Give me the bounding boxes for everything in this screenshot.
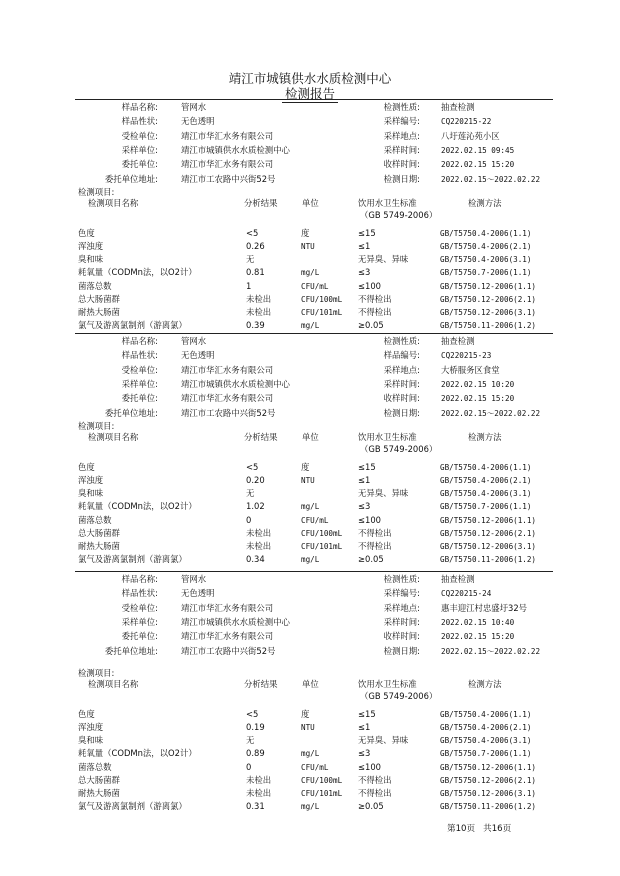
table-cell-standard: ≤100	[358, 280, 382, 291]
table-cell-result: 未检出	[246, 307, 272, 317]
table-cell-standard: 不得检出	[358, 293, 392, 304]
table-cell-unit: CFU/mL	[301, 281, 329, 291]
col-header-method: 检测方法	[468, 431, 502, 442]
field-value-test-nature: 抽查检测	[441, 102, 475, 112]
table-cell-method: GB/T5750.11-2006(1.2)	[440, 321, 537, 331]
table-cell-standard: ≤1	[358, 241, 371, 251]
table-cell-result: 0.34	[246, 554, 265, 565]
table-cell-unit: CFU/100mL	[301, 294, 343, 304]
field-value-sampling-site: 惠丰迎江村忠盛圩32号	[441, 602, 528, 613]
test-items-label: 检测项目:	[78, 186, 115, 197]
field-value-client: 靖江市华汇水务有限公司	[181, 364, 274, 375]
table-cell-unit: mg/L	[301, 555, 320, 565]
col-header-standard: 饮用水卫生标准	[358, 678, 417, 689]
field-label: 采样时间:	[383, 378, 420, 389]
field-label: 检测日期:	[383, 173, 420, 184]
table-cell-result: 未检出	[246, 293, 272, 304]
table-cell-standard: ≤3	[358, 748, 371, 759]
field-value-sampling-time: 2022.02.15 10:40	[441, 617, 515, 627]
table-cell-result: 未检出	[246, 527, 272, 538]
field-value-client: 靖江市华汇水务有限公司	[181, 602, 274, 613]
table-cell-item: 氯气及游离氯制剂（游离氯）	[78, 554, 187, 565]
field-value-test-date: 2022.02.15～2022.02.22	[441, 174, 541, 184]
field-value-commission-unit: 靖江市华汇水务有限公司	[181, 631, 274, 642]
field-value-commission-address: 靖江市工农路中兴街52号	[181, 407, 276, 418]
field-label: 委托单位:	[121, 159, 158, 170]
section-divider	[75, 571, 553, 572]
table-cell-method: GB/T5750.4-2006(2.1)	[440, 242, 532, 251]
field-label: 采样编号:	[383, 588, 420, 599]
field-label: 采样单位:	[121, 144, 158, 155]
table-cell-standard: ≤15	[358, 708, 376, 719]
field-label: 采样时间:	[383, 144, 420, 155]
table-cell-item: 总大肠菌群	[78, 527, 120, 538]
table-cell-result: 1	[246, 280, 252, 291]
field-value-client: 靖江市华汇水务有限公司	[181, 130, 274, 141]
table-cell-item: 总大肠菌群	[78, 293, 120, 304]
table-cell-unit: NTU	[301, 476, 315, 485]
table-cell-unit: CFU/101mL	[301, 542, 343, 551]
field-label: 委托单位:	[121, 631, 158, 642]
table-cell-method: GB/T5750.12-2006(1.1)	[440, 762, 537, 772]
table-cell-item: 色度	[78, 708, 95, 719]
table-cell-method: GB/T5750.12-2006(1.1)	[440, 515, 537, 525]
table-cell-result: 0.89	[246, 748, 265, 759]
field-label: 采样时间:	[383, 616, 420, 627]
table-cell-method: GB/T5750.12-2006(2.1)	[440, 294, 537, 304]
table-cell-method: GB/T5750.4-2006(3.1)	[440, 489, 532, 499]
field-label: 受检单位:	[121, 364, 158, 375]
col-header-item: 检测项目名称	[88, 678, 139, 689]
table-cell-result: 未检出	[246, 541, 272, 551]
table-cell-item: 耗氧量（CODMn法，以O2计）	[78, 748, 197, 759]
field-label: 采样单位:	[121, 616, 158, 627]
table-cell-item: 臭和味	[78, 735, 104, 746]
table-cell-result: 0	[246, 761, 252, 772]
table-cell-unit: mg/L	[301, 502, 320, 512]
table-cell-unit: CFU/100mL	[301, 775, 343, 785]
field-label: 收样时间:	[383, 393, 420, 404]
table-cell-unit: NTU	[301, 242, 315, 251]
table-cell-method: GB/T5750.4-2006(3.1)	[440, 736, 532, 746]
col-header-item: 检测项目名称	[88, 431, 139, 442]
field-value-sample-no: CQ220215-23	[441, 351, 492, 361]
field-label: 委托单位地址:	[104, 173, 158, 184]
table-cell-item: 耗氧量（CODMn法，以O2计）	[78, 501, 197, 512]
table-cell-item: 耗氧量（CODMn法，以O2计）	[78, 267, 197, 278]
table-cell-method: GB/T5750.7-2006(1.1)	[440, 502, 532, 512]
field-value-sampling-unit: 靖江市城镇供水水质检测中心	[181, 378, 290, 389]
table-cell-unit: CFU/101mL	[301, 789, 343, 798]
field-label: 检测日期:	[383, 645, 420, 656]
table-cell-item: 臭和味	[78, 254, 104, 265]
table-cell-item: 耐热大肠菌	[78, 541, 120, 551]
table-cell-standard: 不得检出	[358, 774, 392, 785]
field-label: 委托单位地址:	[104, 407, 158, 418]
table-cell-result: 0.26	[246, 241, 265, 251]
field-label: 受检单位:	[121, 130, 158, 141]
col-header-result: 分析结果	[244, 431, 278, 442]
field-label: 检测性质:	[383, 336, 420, 346]
report-subtitle	[0, 84, 620, 103]
field-value-sampling-time: 2022.02.15 09:45	[441, 145, 515, 155]
field-label: 采样地点:	[383, 602, 420, 613]
table-cell-item: 总大肠菌群	[78, 774, 120, 785]
field-label: 收样时间:	[383, 631, 420, 642]
col-header-unit: 单位	[302, 431, 319, 442]
field-value-sample-no: CQ220215-24	[441, 589, 492, 599]
table-cell-unit: CFU/mL	[301, 515, 329, 525]
table-cell-method: GB/T5750.4-2006(1.1)	[440, 462, 532, 472]
table-cell-item: 氯气及游离氯制剂（游离氯）	[78, 320, 187, 331]
table-cell-result: 无	[246, 488, 255, 499]
table-cell-result: 0.39	[246, 320, 265, 331]
table-cell-method: GB/T5750.12-2006(2.1)	[440, 528, 537, 538]
table-cell-standard: ≤1	[358, 722, 371, 732]
field-value-sample-name: 管网水	[181, 102, 207, 112]
col-header-standard: 饮用水卫生标准	[358, 197, 417, 208]
table-cell-item: 菌落总数	[78, 761, 112, 772]
table-cell-result: 未检出	[246, 774, 272, 785]
table-cell-method: GB/T5750.4-2006(2.1)	[440, 723, 532, 732]
col-header-result: 分析结果	[244, 197, 278, 208]
table-cell-item: 色度	[78, 227, 95, 238]
field-label: 样品性状:	[121, 350, 158, 361]
table-cell-method: GB/T5750.12-2006(2.1)	[440, 775, 537, 785]
table-cell-standard: 无异臭、异味	[358, 735, 409, 746]
table-cell-result: 0.31	[246, 801, 265, 812]
table-cell-item: 色度	[78, 461, 95, 472]
field-value-commission-unit: 靖江市华汇水务有限公司	[181, 159, 274, 170]
table-cell-method: GB/T5750.7-2006(1.1)	[440, 749, 532, 759]
field-value-sampling-site: 大桥服务区食堂	[441, 364, 500, 375]
field-value-commission-address: 靖江市工农路中兴街52号	[181, 645, 276, 656]
table-cell-result: 无	[246, 735, 255, 746]
table-cell-item: 耐热大肠菌	[78, 307, 120, 317]
table-cell-result: <5	[246, 227, 259, 238]
field-label: 受检单位:	[121, 602, 158, 613]
field-value-test-nature: 抽查检测	[441, 336, 475, 346]
report-subtitle-text: 检测报告	[282, 84, 338, 103]
field-value-sample-no: CQ220215-22	[441, 117, 492, 127]
field-label: 委托单位地址:	[104, 645, 158, 656]
field-label: 收样时间:	[383, 159, 420, 170]
table-cell-unit: CFU/101mL	[301, 308, 343, 317]
table-cell-result: <5	[246, 461, 259, 472]
table-cell-item: 菌落总数	[78, 280, 112, 291]
field-label: 样品名称:	[121, 336, 158, 346]
table-cell-standard: 不得检出	[358, 541, 392, 551]
table-cell-unit: NTU	[301, 723, 315, 732]
table-cell-standard: 无异臭、异味	[358, 254, 409, 265]
table-cell-standard: ≤100	[358, 761, 382, 772]
table-cell-method: GB/T5750.12-2006(3.1)	[440, 542, 537, 551]
table-cell-standard: 不得检出	[358, 307, 392, 317]
field-value-test-date: 2022.02.15～2022.02.22	[441, 408, 541, 418]
section-divider	[75, 99, 553, 100]
field-value-sample-trait: 无色透明	[181, 116, 215, 127]
table-cell-method: GB/T5750.11-2006(1.2)	[440, 802, 537, 812]
field-value-sample-trait: 无色透明	[181, 588, 215, 599]
field-value-sampling-site: 八圩莲沁苑小区	[441, 130, 500, 141]
page-footer	[447, 822, 519, 834]
table-cell-unit: 度	[301, 461, 310, 472]
table-cell-method: GB/T5750.4-2006(3.1)	[440, 255, 532, 265]
test-items-label: 检测项目:	[78, 667, 115, 678]
field-label: 采样单位:	[121, 378, 158, 389]
table-cell-standard: ≥0.05	[358, 320, 384, 331]
col-header-unit: 单位	[302, 678, 319, 689]
table-cell-method: GB/T5750.12-2006(1.1)	[440, 281, 537, 291]
table-cell-item: 浑浊度	[78, 475, 104, 485]
table-cell-item: 菌落总数	[78, 514, 112, 525]
col-header-standard-sub: （GB 5749-2006）	[360, 690, 438, 701]
col-header-result: 分析结果	[244, 678, 278, 689]
table-cell-item: 浑浊度	[78, 241, 104, 251]
test-items-label: 检测项目:	[78, 420, 115, 431]
table-cell-method: GB/T5750.7-2006(1.1)	[440, 268, 532, 278]
table-cell-unit: mg/L	[301, 749, 320, 759]
col-header-item: 检测项目名称	[88, 197, 139, 208]
field-label: 采样地点:	[383, 364, 420, 375]
table-cell-standard: 不得检出	[358, 527, 392, 538]
table-cell-standard: 无异臭、异味	[358, 488, 409, 499]
table-cell-result: 无	[246, 254, 255, 265]
field-value-sample-trait: 无色透明	[181, 350, 215, 361]
table-cell-item: 臭和味	[78, 488, 104, 499]
table-cell-result: 0	[246, 514, 252, 525]
table-cell-item: 氯气及游离氯制剂（游离氯）	[78, 801, 187, 812]
field-value-sampling-unit: 靖江市城镇供水水质检测中心	[181, 144, 290, 155]
field-value-sampling-time: 2022.02.15 10:20	[441, 379, 515, 389]
field-value-commission-unit: 靖江市华汇水务有限公司	[181, 393, 274, 404]
field-value-receive-time: 2022.02.15 15:20	[441, 394, 515, 404]
table-cell-method: GB/T5750.12-2006(3.1)	[440, 308, 537, 317]
field-label: 样品性状:	[121, 116, 158, 127]
field-value-test-nature: 抽查检测	[441, 574, 475, 584]
field-label: 样品编号:	[383, 350, 420, 361]
table-cell-result: 未检出	[246, 788, 272, 798]
table-cell-method: GB/T5750.11-2006(1.2)	[440, 555, 537, 565]
col-header-method: 检测方法	[468, 678, 502, 689]
field-value-sample-name: 管网水	[181, 336, 207, 346]
table-cell-method: GB/T5750.4-2006(1.1)	[440, 228, 532, 238]
table-cell-standard: ≥0.05	[358, 801, 384, 812]
report-title: 靖江市城镇供水水质检测中心	[228, 71, 392, 86]
table-cell-unit: 度	[301, 708, 310, 719]
page-number: 第10页	[447, 824, 476, 834]
field-value-receive-time: 2022.02.15 15:20	[441, 160, 515, 170]
table-cell-unit: mg/L	[301, 802, 320, 812]
table-cell-result: <5	[246, 708, 259, 719]
table-cell-method: GB/T5750.4-2006(1.1)	[440, 709, 532, 719]
table-cell-result: 1.02	[246, 501, 265, 512]
table-cell-standard: ≤15	[358, 227, 376, 238]
field-value-commission-address: 靖江市工农路中兴街52号	[181, 173, 276, 184]
table-cell-standard: 不得检出	[358, 788, 392, 798]
table-cell-item: 耐热大肠菌	[78, 788, 120, 798]
field-label: 检测性质:	[383, 574, 420, 584]
table-cell-standard: ≤3	[358, 501, 371, 512]
field-value-test-date: 2022.02.15～2022.02.22	[441, 646, 541, 656]
col-header-unit: 单位	[302, 197, 319, 208]
table-cell-standard: ≤15	[358, 461, 376, 472]
table-cell-standard: ≤3	[358, 267, 371, 278]
table-cell-result: 0.20	[246, 475, 265, 485]
field-label: 检测日期:	[383, 407, 420, 418]
field-label: 检测性质:	[383, 102, 420, 112]
field-value-receive-time: 2022.02.15 15:20	[441, 632, 515, 642]
table-cell-unit: CFU/100mL	[301, 528, 343, 538]
field-label: 样品名称:	[121, 102, 158, 112]
field-label: 样品性状:	[121, 588, 158, 599]
table-cell-item: 浑浊度	[78, 722, 104, 732]
table-cell-standard: ≤100	[358, 514, 382, 525]
table-cell-method: GB/T5750.4-2006(2.1)	[440, 476, 532, 485]
page-total: 共16页	[483, 824, 512, 834]
table-cell-standard: ≤1	[358, 475, 371, 485]
col-header-standard-sub: （GB 5749-2006）	[360, 443, 438, 454]
table-cell-unit: mg/L	[301, 321, 320, 331]
section-divider	[75, 333, 553, 334]
field-value-sample-name: 管网水	[181, 574, 207, 584]
field-label: 委托单位:	[121, 393, 158, 404]
col-header-method: 检测方法	[468, 197, 502, 208]
table-cell-result: 0.81	[246, 267, 265, 278]
col-header-standard-sub: （GB 5749-2006）	[360, 209, 438, 220]
field-label: 采样地点:	[383, 130, 420, 141]
table-cell-unit: 度	[301, 227, 310, 238]
field-label: 采样编号:	[383, 116, 420, 127]
table-cell-result: 0.19	[246, 722, 265, 732]
table-cell-standard: ≥0.05	[358, 554, 384, 565]
table-cell-unit: CFU/mL	[301, 762, 329, 772]
table-cell-unit: mg/L	[301, 268, 320, 278]
field-value-sampling-unit: 靖江市城镇供水水质检测中心	[181, 616, 290, 627]
field-label: 样品名称:	[121, 574, 158, 584]
col-header-standard: 饮用水卫生标准	[358, 431, 417, 442]
table-cell-method: GB/T5750.12-2006(3.1)	[440, 789, 537, 798]
